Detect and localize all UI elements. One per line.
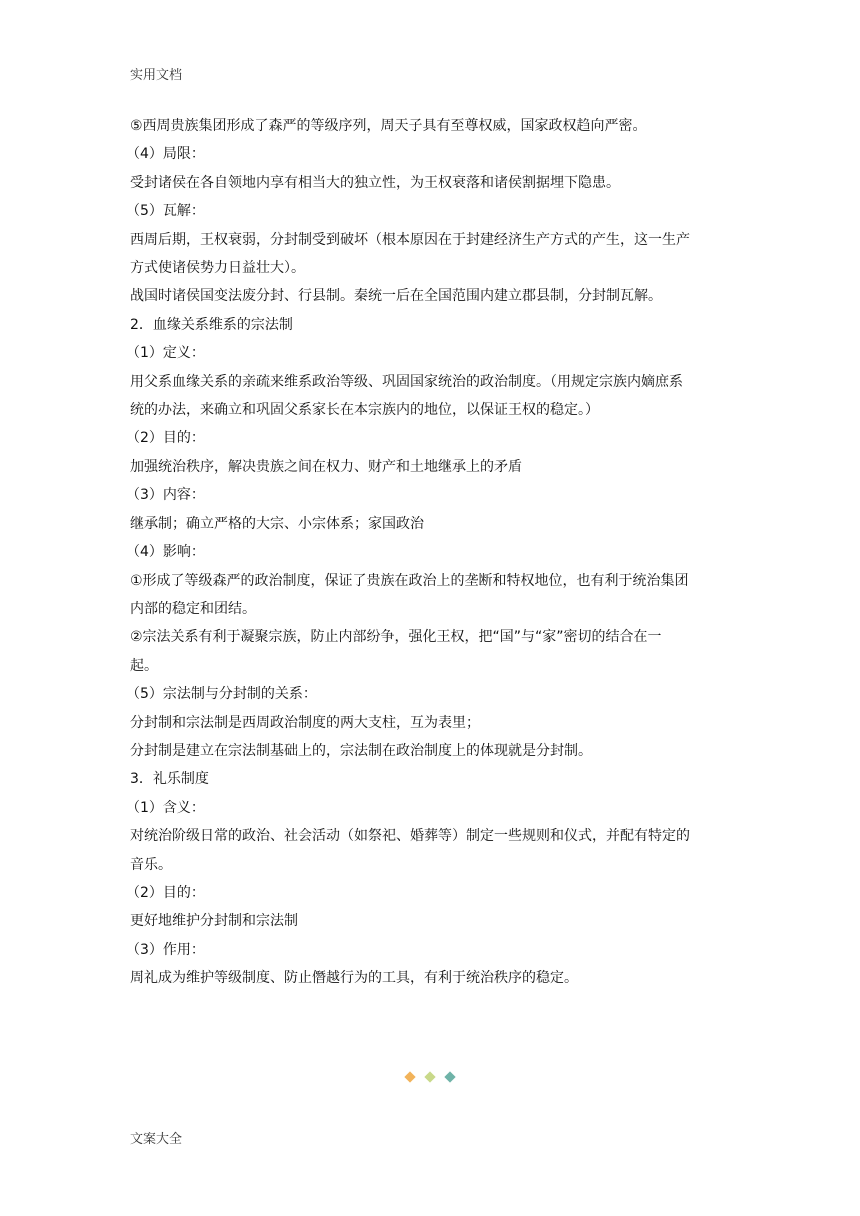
- paragraph-line: ⑤西周贵族集团形成了森严的等级序列，周天子具有至尊权威，国家政权趋向严密。: [130, 118, 647, 134]
- section-heading: （4）局限：: [126, 146, 205, 163]
- paragraph-line: 周礼成为维护等级制度、防止僭越行为的工具，有利于统治秩序的稳定。: [130, 970, 578, 987]
- paragraph-line: 方式使诸侯势力日益壮大）。: [130, 260, 305, 277]
- paragraph-line: 西周后期，王权衰弱，分封制受到破坏（根本原因在于封建经济生产方式的产生，这一生产: [130, 231, 690, 248]
- section-heading: （2）目的：: [126, 430, 205, 447]
- paragraph-line: 用父系血缘关系的亲疏来维系政治等级、巩固国家统治的政治制度。（用规定宗族内嫡庶系: [130, 373, 683, 390]
- diamond-orange-icon: [404, 1071, 415, 1082]
- paragraph-line: 对统治阶级日常的政治、社会活动（如祭祀、婚葬等）制定一些规则和仪式，并配有特定的: [130, 828, 690, 845]
- paragraph-line: 分封制是建立在宗法制基础上的，宗法制在政治制度上的体现就是分封制。: [130, 742, 592, 759]
- paragraph-line: 音乐。: [130, 856, 172, 873]
- paragraph-line: 内部的稳定和团结。: [130, 600, 256, 617]
- paragraph-line: 加强统治秩序，解决贵族之间在权力、财产和土地继承上的矛盾: [130, 458, 522, 475]
- paragraph-line: ②宗法关系有利于凝聚宗族，防止内部纷争，强化王权，把“国”与“家”密切的结合在一: [130, 629, 662, 646]
- section-heading: （1）定义：: [126, 345, 205, 362]
- document-body: [126, 112, 734, 993]
- paragraph-line: 统的办法，来确立和巩固父系家长在本宗族内的地位，以保证王权的稳定。）: [130, 402, 599, 419]
- paragraph-line: 受封诸侯在各自领地内享有相当大的独立性，为王权衰落和诸侯割据埋下隐患。: [130, 174, 620, 191]
- diamond-teal-icon: [444, 1071, 455, 1082]
- chapter-heading: 2．血缘关系维系的宗法制: [130, 316, 293, 333]
- section-heading: （2）目的：: [126, 884, 205, 901]
- diamond-green-icon: [424, 1071, 435, 1082]
- paragraph-line: 继承制；确立严格的大宗、小宗体系；家国政治: [130, 515, 424, 532]
- section-heading: （3）作用：: [126, 941, 205, 958]
- page-footer: 文案大全: [130, 1132, 183, 1147]
- paragraph-line: 更好地维护分封制和宗法制: [130, 913, 298, 930]
- section-heading: （5）宗法制与分封制的关系：: [126, 686, 317, 703]
- page-header: 实用文档: [130, 68, 183, 83]
- section-heading: （5）瓦解：: [126, 203, 205, 220]
- section-heading: （4）影响：: [126, 544, 205, 561]
- paragraph-line: 起。: [130, 657, 158, 674]
- chapter-heading: 3．礼乐制度: [130, 771, 209, 788]
- section-heading: （1）含义：: [126, 799, 205, 816]
- paragraph-line: 分封制和宗法制是西周政治制度的两大支柱，互为表里；: [130, 714, 480, 731]
- paragraph-line: 战国时诸侯国变法废分封、行县制。秦统一后在全国范围内建立郡县制，分封制瓦解。: [130, 288, 662, 305]
- decorative-diamonds: [404, 1072, 458, 1084]
- paragraph-line: ①形成了等级森严的政治制度，保证了贵族在政治上的垄断和特权地位，也有利于统治集团: [130, 572, 689, 589]
- section-heading: （3）内容：: [126, 487, 205, 504]
